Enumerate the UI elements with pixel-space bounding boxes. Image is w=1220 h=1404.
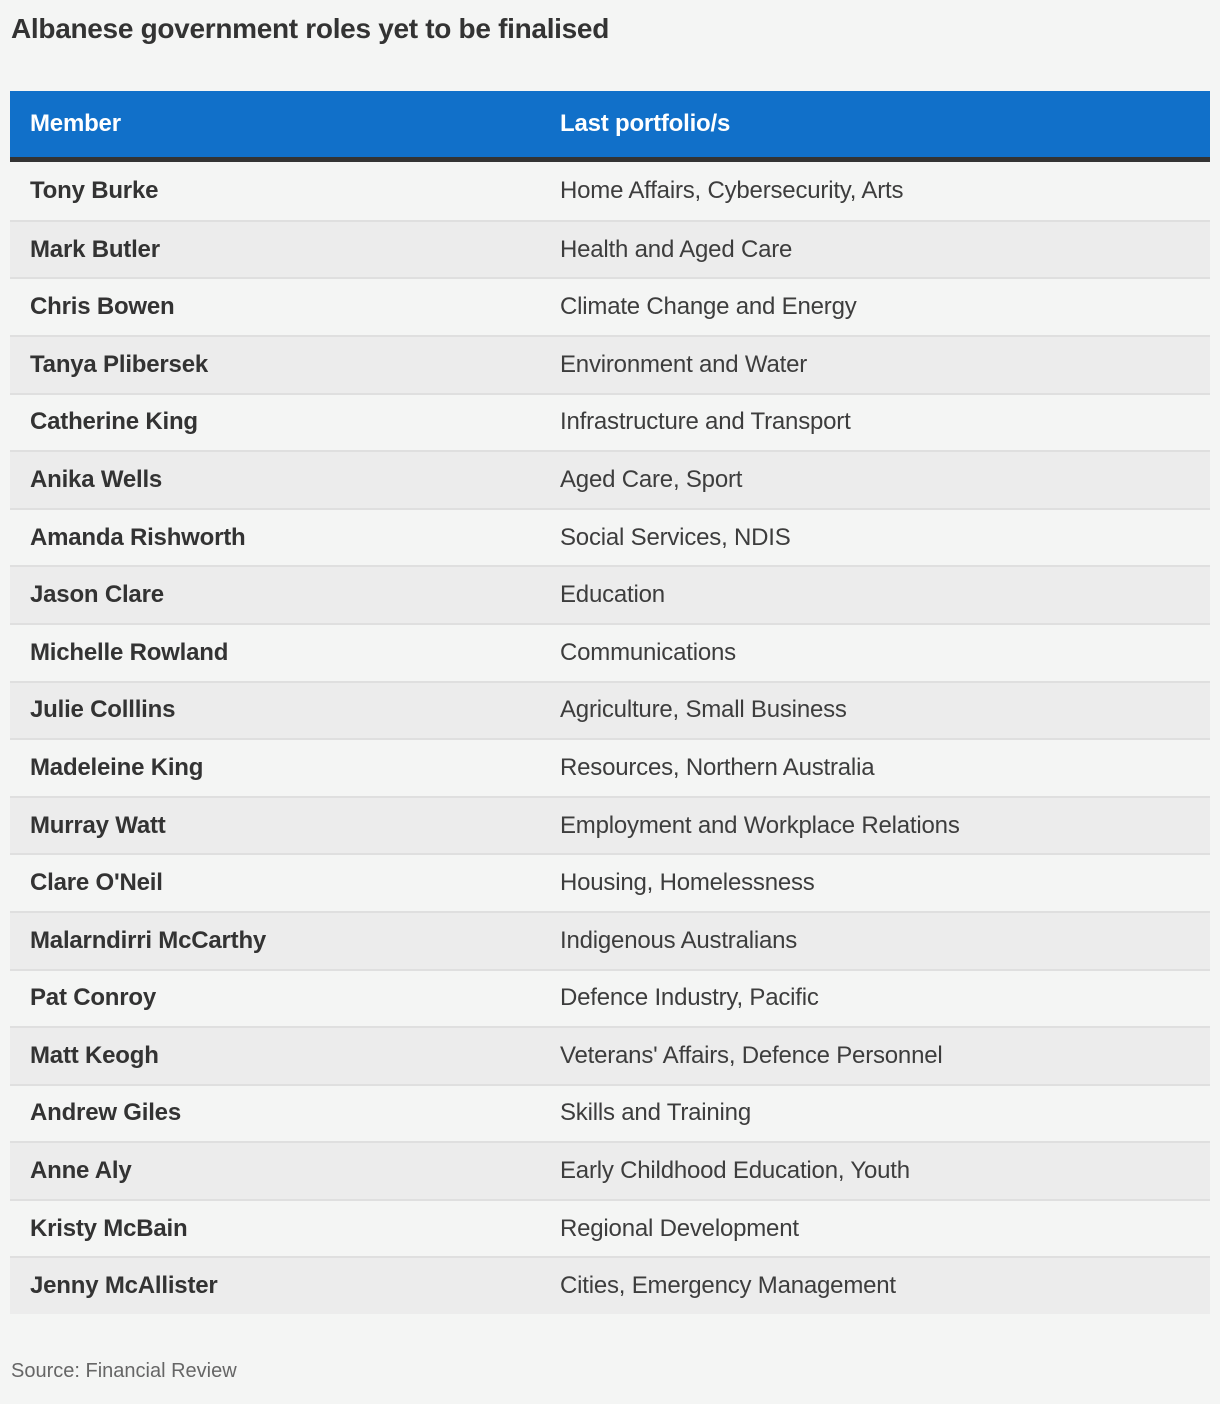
table-row (10, 220, 1210, 278)
portfolio-cell: Aged Care, Sport (560, 465, 743, 493)
member-cell: Murray Watt (30, 811, 166, 839)
table-row (10, 796, 1210, 854)
member-cell: Catherine King (30, 408, 198, 436)
member-cell: Tony Burke (30, 176, 159, 204)
member-cell: Kristy McBain (30, 1214, 188, 1242)
portfolio-cell: Education (560, 581, 665, 609)
column-header-member: Member (30, 110, 121, 138)
table-header-row (10, 91, 1210, 162)
portfolio-cell: Social Services, NDIS (560, 523, 791, 551)
chart-title: Albanese government roles yet to be finalised (11, 13, 610, 44)
table-row (10, 681, 1210, 739)
table-row (10, 1141, 1210, 1199)
portfolio-cell: Cities, Emergency Management (560, 1272, 896, 1300)
source-note: Source: Financial Review (11, 1360, 237, 1383)
member-cell: Michelle Rowland (30, 638, 229, 666)
member-cell: Jenny McAllister (30, 1272, 218, 1300)
table-row (10, 738, 1210, 796)
portfolio-cell: Climate Change and Energy (560, 293, 857, 321)
table-row (10, 969, 1210, 1027)
table-row (10, 450, 1210, 508)
portfolio-cell: Skills and Training (560, 1099, 751, 1127)
portfolio-cell: Indigenous Australians (560, 926, 798, 954)
table-row (10, 853, 1210, 911)
table-row (10, 565, 1210, 623)
portfolio-cell: Infrastructure and Transport (560, 408, 851, 436)
portfolio-cell: Home Affairs, Cybersecurity, Arts (560, 176, 904, 204)
table-row (10, 508, 1210, 566)
table-row (10, 335, 1210, 393)
portfolio-cell: Health and Aged Care (560, 235, 793, 263)
table-row (10, 277, 1210, 335)
member-cell: Clare O'Neil (30, 869, 163, 897)
table-row (10, 911, 1210, 969)
member-cell: Jason Clare (30, 581, 164, 609)
member-cell: Pat Conroy (30, 984, 157, 1012)
portfolio-cell: Agriculture, Small Business (560, 696, 847, 724)
member-cell: Tanya Plibersek (30, 350, 208, 378)
portfolio-cell: Environment and Water (560, 350, 808, 378)
portfolio-cell: Early Childhood Education, Youth (560, 1157, 910, 1185)
portfolio-cell: Defence Industry, Pacific (560, 984, 819, 1012)
roles-table (10, 91, 1210, 1314)
member-cell: Anne Aly (30, 1157, 132, 1185)
member-cell: Matt Keogh (30, 1041, 159, 1069)
portfolio-cell: Communications (560, 638, 736, 666)
member-cell: Anika Wells (30, 465, 163, 493)
table-row (10, 1199, 1210, 1257)
table-row (10, 623, 1210, 681)
portfolio-cell: Veterans' Affairs, Defence Personnel (560, 1041, 943, 1069)
member-cell: Julie Colllins (30, 696, 176, 724)
table-body (10, 162, 1210, 1314)
table-row (10, 1026, 1210, 1084)
portfolio-cell: Employment and Workplace Relations (560, 811, 960, 839)
portfolio-cell: Resources, Northern Australia (560, 753, 875, 781)
portfolio-cell: Housing, Homelessness (560, 869, 815, 897)
portfolio-cell: Regional Development (560, 1214, 799, 1242)
member-cell: Madeleine King (30, 753, 204, 781)
column-header-last-portfolio: Last portfolio/s (560, 110, 731, 138)
member-cell: Amanda Rishworth (30, 523, 246, 551)
table-row (10, 1084, 1210, 1142)
table-row (10, 393, 1210, 451)
table-row (10, 162, 1210, 220)
member-cell: Malarndirri McCarthy (30, 926, 267, 954)
member-cell: Andrew Giles (30, 1099, 181, 1127)
member-cell: Mark Butler (30, 235, 160, 263)
table-row (10, 1256, 1210, 1314)
member-cell: Chris Bowen (30, 293, 175, 321)
